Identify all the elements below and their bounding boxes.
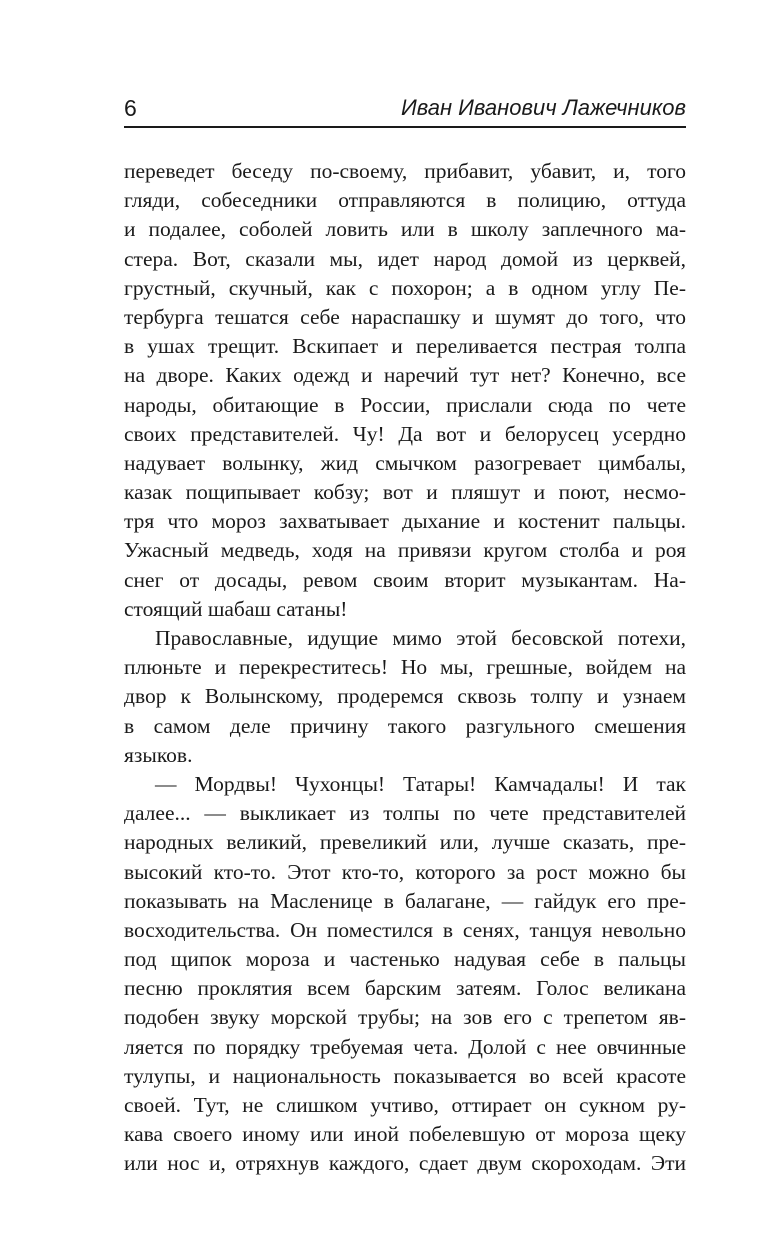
text-line: показывать на Масленице в балагане, — гайдук его пре-	[124, 888, 686, 913]
text-line: народы, обитающие в России, прислали сюда по чете	[124, 392, 686, 417]
text-line: ляется по порядку требуемая чета. Долой с нее овчинные	[124, 1034, 686, 1059]
text-line: грустный, скучный, как с похорон; а в одном углу Пе-	[124, 275, 686, 300]
text-line: на дворе. Каких одежд и наречий тут нет? Конечно, все	[124, 363, 686, 388]
text-line: надувает волынку, жид смычком разогревает цимбалы,	[124, 450, 686, 475]
text-line: Ужасный медведь, ходя на привязи кругом столба и роя	[124, 538, 686, 563]
text-line: стоящий шабаш сатаны!	[124, 596, 348, 621]
text-line: языков.	[124, 742, 193, 767]
text-line: переведет беседу по-своему, прибавит, убавит, и, того	[124, 159, 686, 183]
text-line: кава своего иному или иной побелевшую от мороза щеку	[124, 1122, 686, 1147]
text-line: восходительства. Он поместился в сенях, танцуя невольно	[124, 917, 686, 942]
text-line: своих представителей. Чу! Да вот и белорусец усердно	[124, 421, 686, 446]
body-text	[124, 157, 686, 1179]
text-line: высокий кто-то. Этот кто-то, которого за рост можно бы	[124, 859, 686, 884]
text-line: тербурга тешатся себе нараспашку и шумят до того, что	[124, 304, 686, 329]
text-line: своей. Тут, не слишком учтиво, оттирает он сукном ру-	[124, 1093, 686, 1117]
text-line: плюньте и перекреститесь! Но мы, грешные, войдем на	[124, 655, 686, 680]
text-line: — Мордвы! Чухонцы! Татары! Камчадалы! И так	[155, 771, 686, 796]
page-number: 6	[124, 95, 137, 121]
text-line: или нос и, отряхнув каждого, сдает двум скороходам. Эти	[124, 1151, 686, 1176]
page-header	[124, 90, 686, 128]
text-line: тря что мороз захватывает дыхание и костенит пальцы.	[124, 509, 686, 534]
text-line: стера. Вот, сказали мы, идет народ домой из церквей,	[124, 246, 686, 271]
text-line: подобен звуку морской трубы; на зов его с трепетом яв-	[124, 1005, 686, 1030]
text-line: двор к Волынскому, продеремся сквозь толпу и узнаем	[124, 684, 686, 709]
running-head-author: Иван Иванович Лажечников	[400, 95, 686, 120]
text-line: в ушах трещит. Вскипает и переливается пестрая толпа	[124, 334, 686, 359]
text-line: далее... — выкликает из толпы по чете представителей	[124, 801, 686, 826]
text-line: и подалее, соболей ловить или в школу заплечного ма-	[124, 217, 686, 242]
text-line: в самом деле причину такого разгульного смешения	[124, 713, 686, 738]
text-line: Православные, идущие мимо этой бесовской потехи,	[155, 626, 686, 650]
text-line: под щипок мороза и частенько надувая себе в пальцы	[124, 947, 686, 972]
text-line: казак пощипывает кобзу; вот и пляшут и поют, несмо-	[124, 480, 686, 505]
text-line: гляди, собеседники отправляются в полицию, оттуда	[124, 188, 686, 213]
text-line: народных великий, превеликий или, лучше сказать, пре-	[124, 830, 686, 855]
text-line: песню проклятия всем барским затеям. Голос великана	[124, 976, 686, 1001]
text-line: тулупы, и национальность показывается во всей красоте	[124, 1063, 686, 1088]
text-line: снег от досады, ревом своим вторит музыкантам. На-	[124, 567, 686, 592]
